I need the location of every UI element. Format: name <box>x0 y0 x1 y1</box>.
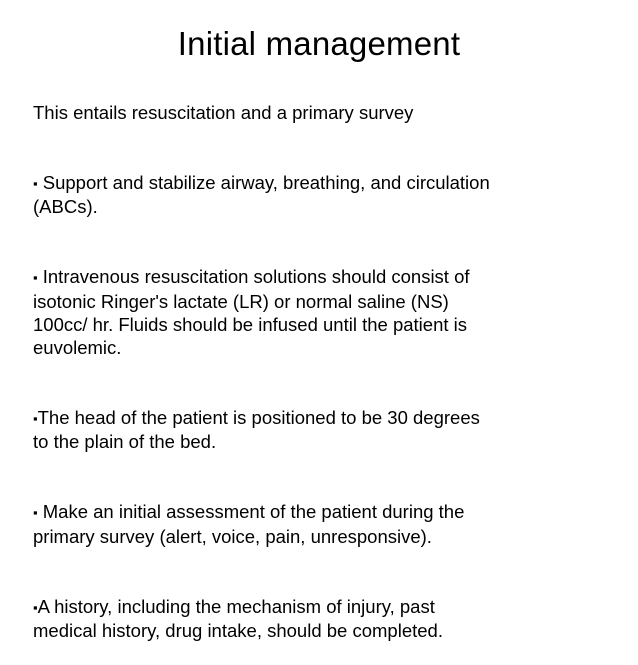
intro-text: This entails resuscitation and a primary survey <box>33 102 414 124</box>
bullet-text: A history, including the mechanism of injury, past medical history, drug intake, should be completed. <box>33 595 443 641</box>
bullet-item-head-position <box>33 406 613 454</box>
square-bullet-icon: ▪ <box>33 176 38 192</box>
slide-title: Initial management <box>177 25 461 62</box>
bullet-item-history <box>33 595 613 643</box>
bullet-text: The head of the patient is positioned to be 30 degrees to the plain of the bed. <box>33 407 480 453</box>
bullet-text: Make an initial assessment of the patient during the primary survey (alert, voice, pain, unresponsive). <box>33 501 465 547</box>
bullet-item-abcs <box>33 171 613 219</box>
square-bullet-icon: ▪ <box>33 599 38 615</box>
bullet-item-iv-resuscitation <box>33 265 613 359</box>
square-bullet-icon: ▪ <box>33 411 38 427</box>
slide-body <box>33 78 613 665</box>
bullet-text: Support and stabilize airway, breathing, and circulation (ABCs). <box>33 172 490 218</box>
square-bullet-icon: ▪ <box>33 505 38 521</box>
bullet-text: Intravenous resuscitation solutions should consist of isotonic Ringer's lactate (LR) or normal saline (NS) 100cc/ hr. Fluids should be infused until the patient is euvolemic. <box>33 266 470 359</box>
bullet-item-initial-assessment <box>33 500 613 548</box>
square-bullet-icon: ▪ <box>33 270 38 286</box>
